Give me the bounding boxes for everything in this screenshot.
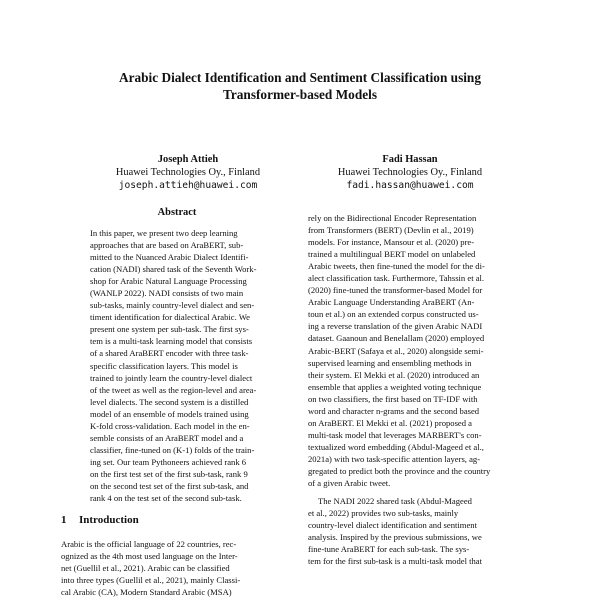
body-line: textualized word embedding (Abdul-Mageed et al., xyxy=(308,441,484,452)
abstract-line: sub-tasks, mainly country-level dialect and sen- xyxy=(90,300,255,311)
abstract-line: on the first test set of the first sub-task, rank 9 xyxy=(90,468,248,479)
author-block xyxy=(88,153,288,192)
abstract-line: of the tweet as well as the region-level and area- xyxy=(90,384,257,395)
abstract-line: shop for Arabic Natural Language Processing xyxy=(90,276,247,287)
author-email[interactable]: joseph.attieh@huawei.com xyxy=(118,180,258,191)
intro-body xyxy=(61,538,293,598)
section-heading xyxy=(61,514,139,526)
body-line: tem for the first sub-task is a multi-task model that xyxy=(308,556,482,567)
abstract-line: approaches that are based on AraBERT, sub- xyxy=(90,240,244,251)
body-line: 2021a) with two task-specific attention layers, ag- xyxy=(308,453,481,464)
right-column xyxy=(308,212,540,567)
body-line: dataset. Gaanoun and Benelallam (2020) employed xyxy=(308,333,485,344)
body-line: Arabic tweets, then fine-tuned the model for the di- xyxy=(308,261,485,272)
author-block xyxy=(310,153,510,192)
body-line: ing a reverse translation of the given Arabic NADI xyxy=(308,321,483,332)
abstract-line: of a shared AraBERT encoder with three task- xyxy=(90,348,249,359)
paper-title xyxy=(60,69,540,103)
body-line: gregated to predict both the province and the country xyxy=(308,465,491,476)
section-number: 1 xyxy=(61,514,67,526)
abstract-line: cation (NADI) shared task of the Seventh Work- xyxy=(90,264,257,275)
abstract-line: trained to jointly learn the country-level dialect xyxy=(90,372,253,383)
body-line: (2020) fine-tuned the transformer-based Model for xyxy=(308,285,483,296)
abstract-line: level dialects. The second system is a distilled xyxy=(90,396,249,407)
body-line: their system. El Mekki et al. (2020) introduced an xyxy=(308,369,480,380)
abstract-line: K-fold cross-validation. Each model in the en- xyxy=(90,420,250,431)
body-line: word and character n-grams and the second based xyxy=(308,405,480,416)
abstract-line: timent identification for dialectical Arabic. We xyxy=(90,312,250,323)
author-name: Fadi Hassan xyxy=(382,154,438,165)
author-email[interactable]: fadi.hassan@huawei.com xyxy=(346,180,474,191)
body-line: rely on the Bidirectional Encoder Representation xyxy=(308,213,477,223)
abstract-line: (WANLP 2022). NADI consists of two main xyxy=(90,288,244,299)
abstract-heading: Abstract xyxy=(157,207,197,218)
body-line: country-level dialect identification and sentiment xyxy=(308,520,477,531)
abstract-line: classifier, fine-tuned on (K-1) folds of the train- xyxy=(90,444,255,455)
body-line: models. For instance, Mansour et al. (2020) pre- xyxy=(308,237,475,248)
intro-line: ognized as the 4th most used language on the Inter- xyxy=(61,551,238,562)
abstract-line: specific classification layers. This model is xyxy=(90,360,238,371)
intro-line: into three types (Guellil et al., 2021), mainly Classi- xyxy=(61,575,241,586)
abstract-line: present one system per sub-task. The first sys- xyxy=(90,324,249,335)
body-line: analysis. Inspired by the previous submissions, we xyxy=(308,532,482,543)
body-line: ensemble that applies a weighted voting technique xyxy=(308,381,482,392)
abstract-line: In this paper, we present two deep learning xyxy=(90,228,238,238)
abstract-line: mitted to the Nuanced Arabic Dialect Identifi- xyxy=(90,252,249,263)
body-line: The NADI 2022 shared task (Abdul-Mageed xyxy=(318,496,472,507)
abstract-line: ing set. Our team Pythoneers achieved rank 6 xyxy=(90,456,247,467)
body-line: Arabic Language Understanding AraBERT (An- xyxy=(308,297,475,308)
body-line: trained a multilingual BERT model on unlabeled xyxy=(308,249,476,260)
abstract-body xyxy=(90,227,274,504)
intro-line: Arabic is the official language of 22 countries, rec- xyxy=(61,539,237,549)
author-affiliation: Huawei Technologies Oy., Finland xyxy=(337,167,483,178)
abstract-line: rank 4 on the test set of the second sub-task. xyxy=(90,493,242,504)
body-line: on AraBERT. El Mekki et al. (2021) proposed a xyxy=(308,417,473,428)
body-line: toun et al.) on an extended corpus constructed us- xyxy=(308,309,479,320)
body-line: from Transformers (BERT) (Devlin et al., 2019) xyxy=(308,225,474,236)
body-line: of a given Arabic tweet. xyxy=(308,478,391,489)
abstract-line: semble consists of an AraBERT model and a xyxy=(90,432,244,443)
body-line: multi-task model that leverages MARBERT's con- xyxy=(308,429,482,440)
title-line: Transformer-based Models xyxy=(223,87,377,102)
body-line: et al., 2022) provides two sub-tasks, mainly xyxy=(308,508,459,519)
abstract-line: on the second test set of the first sub-task, and xyxy=(90,480,249,491)
intro-line: cal Arabic (CA), Modern Standard Arabic (MSA) xyxy=(61,587,232,598)
body-line: alect classification task. Furthermore, Tahssin et al. xyxy=(308,273,485,284)
body-line: on two classifiers, the first based on TF-IDF with xyxy=(308,393,478,404)
author-name: Joseph Attieh xyxy=(157,154,219,165)
body-line: supervised learning and ensembling methods in xyxy=(308,357,472,368)
body-line: Arabic-BERT (Safaya et al., 2020) alongside semi- xyxy=(308,345,484,356)
abstract-line: tem is a multi-task learning model that consists xyxy=(90,336,253,347)
section-title: Introduction xyxy=(79,514,139,526)
body-line: fine-tune AraBERT for each sub-task. The sys- xyxy=(308,544,470,555)
intro-line: net (Guellil et al., 2021). Arabic can be classified xyxy=(61,563,230,574)
title-line: Arabic Dialect Identification and Sentiment Classification using xyxy=(119,70,481,85)
author-affiliation: Huawei Technologies Oy., Finland xyxy=(115,167,261,178)
abstract-line: model of an ensemble of models trained using xyxy=(90,408,249,419)
